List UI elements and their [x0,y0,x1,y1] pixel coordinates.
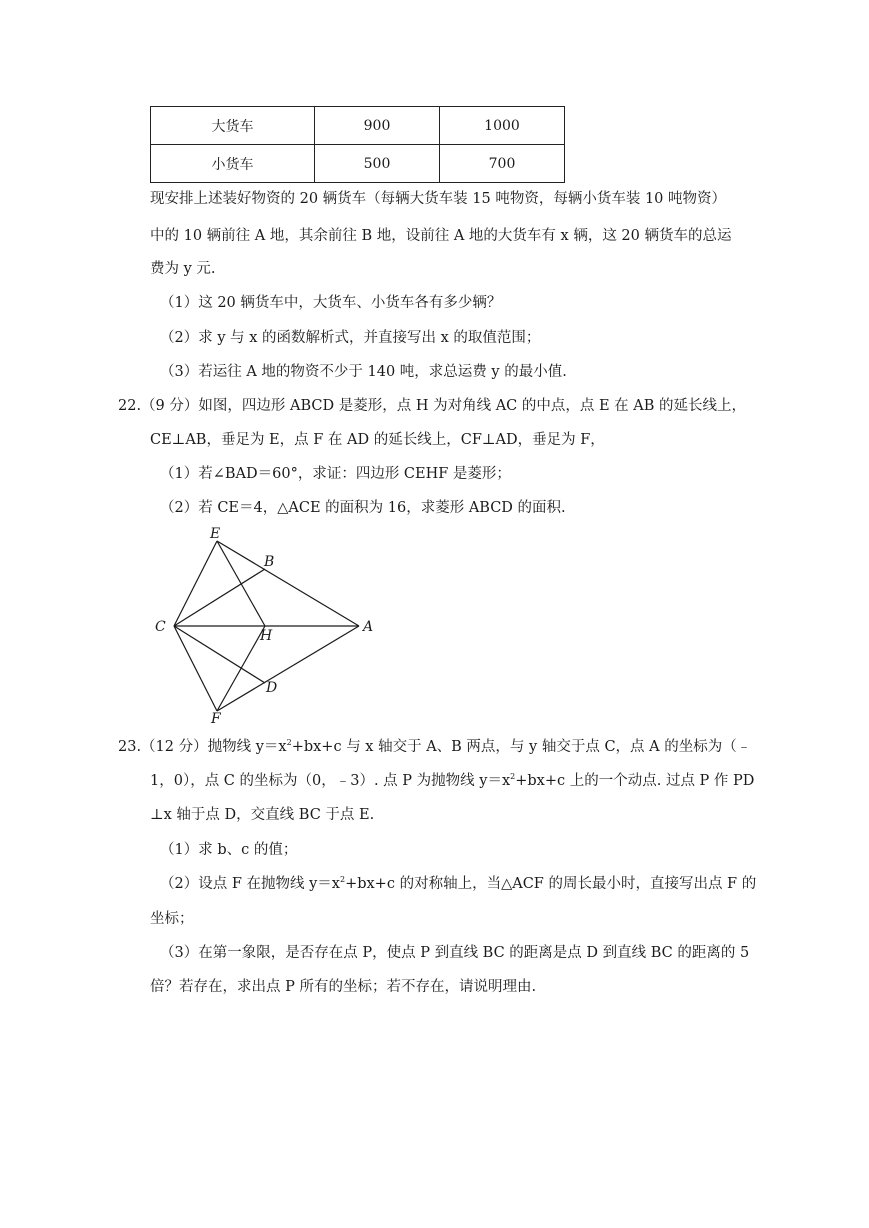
freight-cost-table [150,106,565,183]
q23-subquestion-2-cont: 坐标； [150,911,194,927]
label-c: C [155,619,166,635]
q21-text-line: 中的 10 辆前往 A 地，其余前往 B 地，设前往 A 地的大货车有 x 辆，这 20 辆货车的总运 [150,228,732,244]
q23-subquestion-1: （1）求 b、c 的值； [160,842,298,858]
table-cell: 小货车 [151,145,315,183]
table-cell: 700 [440,145,565,183]
q23-text: +bx+c 与 x 轴交于 A、B 两点，与 y 轴交于点 C，点 A 的坐标为（﹣ [291,739,752,755]
q23-text: 1，0），点 C 的坐标为（0，﹣3）. 点 P 为抛物线 y＝x [150,773,511,789]
q22-stem-line: CE⊥AB，垂足为 E，点 F 在 AD 的延长线上，CF⊥AD，垂足为 F， [150,432,605,448]
q21-subquestion-2: （2）求 y 与 x 的函数解析式，并直接写出 x 的取值范围； [160,330,541,346]
table-row [151,107,565,145]
rhombus-figure [150,522,390,730]
exponent: 2 [510,772,516,781]
q23-subquestion-2 [160,874,756,894]
q21-text-line: 现安排上述装好物资的 20 辆货车（每辆大货车装 15 吨物资，每辆小货车装 10 吨物资） [150,191,727,207]
label-b: B [264,554,275,570]
q21-subquestion-1: （1）这 20 辆货车中，大货车、小货车各有多少辆？ [160,295,502,311]
exponent: 2 [339,875,346,884]
segment-cf [174,626,217,711]
q23-subquestion-3: （3）在第一象限，是否存在点 P，使点 P 到直线 BC 的距离是点 D 到直线 BC 的距离的 5 [160,945,750,961]
q23-stem-line [150,771,754,791]
segment-cb [174,569,265,626]
table-cell: 大货车 [151,107,315,145]
q23-text: +bx+c 上的一个动点. 过点 P 作 PD [515,773,755,789]
label-d: D [266,680,278,696]
label-a: A [363,619,374,635]
q23-text: 23.（12 分）抛物线 y＝x [118,739,287,755]
label-e: E [210,526,221,542]
segment-cd [174,626,265,683]
q23-text: （2）设点 F 在抛物线 y＝x [160,876,340,892]
q23-stem-line [118,737,751,757]
segment-ce [174,541,217,626]
label-h: H [260,628,273,644]
label-f: F [211,711,221,727]
exponent: 2 [286,738,292,747]
q22-subquestion-2: （2）若 CE＝4，△ACE 的面积为 16，求菱形 ABCD 的面积. [160,500,566,516]
segment-ea [217,541,359,626]
segment-fa [217,626,359,711]
table-cell: 500 [315,145,440,183]
q21-text-line: 费为 y 元. [150,261,216,277]
q21-subquestion-3: （3）若运往 A 地的物资不少于 140 吨，求总运费 y 的最小值. [160,364,567,380]
q23-text: +bx+c 的对称轴上，当△ACF 的周长最小时，直接写出点 F 的 [345,876,757,892]
q23-stem-line: ⊥x 轴于点 D，交直线 BC 于点 E. [150,807,375,823]
q22-stem-line: 22.（9 分）如图，四边形 ABCD 是菱形，点 H 为对角线 AC 的中点，点 E 在 AB 的延长线上， [118,398,747,414]
table-cell: 1000 [440,107,565,145]
table-cell: 900 [315,107,440,145]
q23-subquestion-3-cont: 倍？若存在，求出点 P 所有的坐标；若不存在，请说明理由. [150,979,537,995]
segment-fh [217,626,265,711]
q22-subquestion-1: （1）若∠BAD＝60°，求证：四边形 CEHF 是菱形； [160,466,511,482]
table-row [151,145,565,183]
segment-eh [217,541,265,626]
